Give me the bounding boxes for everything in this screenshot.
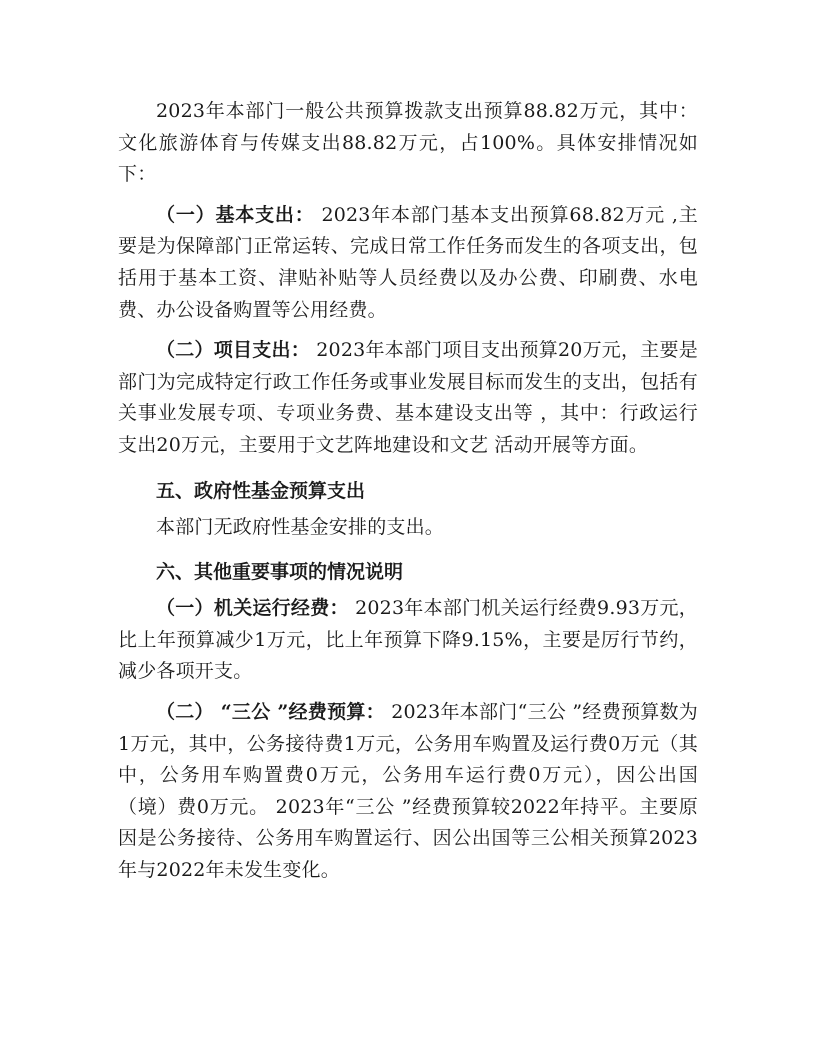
basic-expense-label: （一）基本支出： (156, 203, 315, 226)
operating-expense-label: （一）机关运行经费： (156, 597, 349, 620)
project-expense-paragraph (118, 335, 698, 461)
section-six-title: 六、其他重要事项的情况说明 (156, 561, 404, 584)
section-five-title: 五、政府性基金预算支出 (156, 479, 366, 502)
project-expense-text: 2023年本部门项目支出预算20万元，主要是部门为完成特定行政工作任务或事业发展目标而发生的支出，包括有关事业发展专项、专项业务费、基本建设支出等 ，其中：行政运行支出20万元，主要用于文艺阵地建设和文艺 活动开展等方面。 (118, 339, 698, 456)
three-public-paragraph (118, 697, 698, 887)
operating-expense-text: 2023年本部门机关运行经费9.93万元，比上年预算减少1万元，比上年预算下降9.15%，主要是厉行节约，减少各项开支。 (118, 597, 698, 683)
basic-expense-text: 2023年本部门基本支出预算68.82万元 ,主要是为保障部门正常运转、完成日常工作任务而发生的各项支出，包括用于基本工资、津贴补贴等人员经费以及办公费、印刷费、水电费、办公设备购置等公用经费。 (118, 203, 698, 321)
operating-expense-paragraph (118, 593, 698, 688)
project-expense-label: （二）项目支出： (156, 339, 310, 362)
document-page (118, 96, 698, 886)
basic-expense-paragraph (118, 200, 698, 326)
intro-text: 2023年本部门一般公共预算拨款支出预算88.82万元，其中：文化旅游体育与传媒支出88.82万元，占100%。具体安排情况如下： (118, 100, 698, 186)
three-public-text: 2023年本部门“三公 ”经费预算数为1万元，其中，公务接待费1万元，公务用车购置及运行费0万元（其中，公务用车购置费0万元，公务用车运行费0万元），因公出国（境）费0万元。 2023年“三公 ”经费预算较2022年持平。主要原因是公务接待、公务用车购置运行、因公出国等三公相关预算2023年与2022年未发生变化。 (118, 700, 698, 881)
section-five-text: 本部门无政府性基金安排的支出。 (156, 515, 445, 538)
intro-paragraph (118, 96, 698, 191)
three-public-label: （二） “三公 ”经费预算： (156, 700, 385, 723)
